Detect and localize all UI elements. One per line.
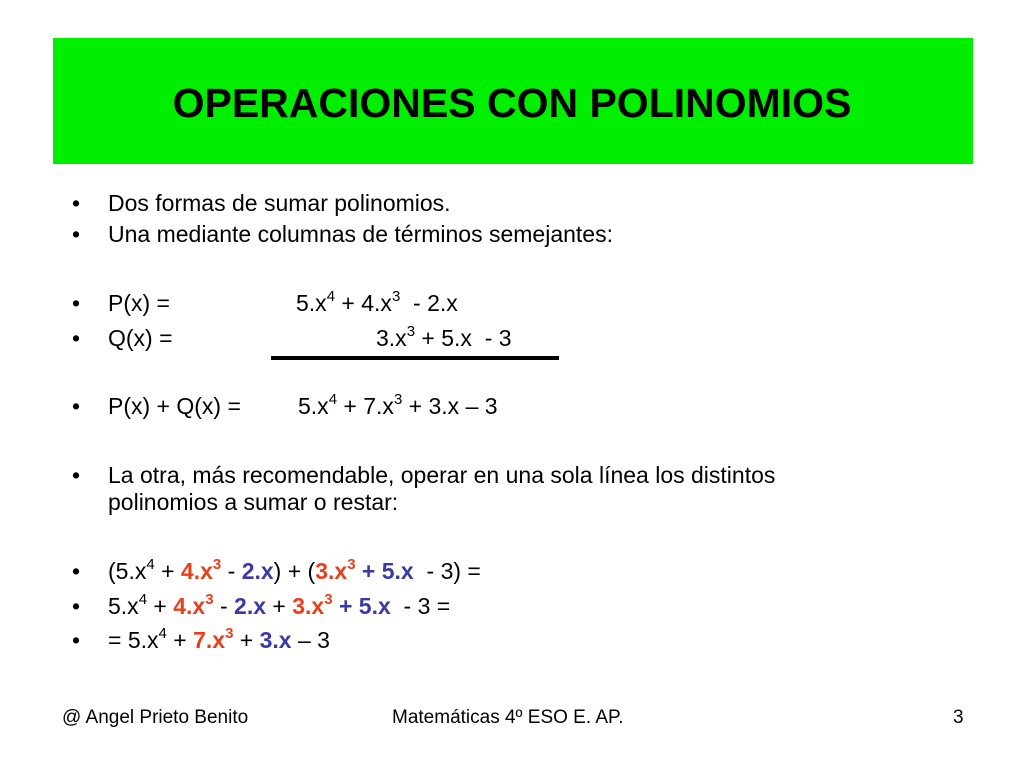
line-text: Una mediante columnas de términos semejantes:	[108, 221, 613, 247]
equation-3: = $5.x^4 + 7.x^3 + 3.x - 3$	[108, 625, 330, 653]
line-text: Dos formas de sumar polinomios.	[108, 190, 451, 216]
bullet-icon: •	[72, 593, 81, 619]
slide-title: OPERACIONES CON POLINOMIOS	[172, 80, 852, 126]
bullet-icon: •	[72, 190, 81, 216]
sum-rule-line	[271, 356, 559, 360]
sum-label: P(x) + Q(x) =	[108, 393, 241, 419]
p-expression: $5.x^4 + 4.x^3 - 2.x$	[296, 288, 458, 316]
bullet-icon: •	[72, 627, 81, 653]
footer-author: @ Angel Prieto Benito	[62, 707, 249, 728]
p-label: P(x) =	[108, 290, 170, 316]
line-text: polinomios a sumar o restar:	[108, 489, 399, 515]
footer-page-number: 3	[953, 707, 964, 728]
q-label: Q(x) =	[108, 325, 173, 351]
bullet-icon: •	[72, 462, 81, 488]
footer-course: Matemáticas 4º ESO E. AP.	[392, 707, 624, 728]
bullet-icon: •	[72, 221, 81, 247]
bullet-icon: •	[72, 558, 81, 584]
equation-1: $(5.x^4 + 4.x^3 - 2.x) + (3.x^3 + 5.x - 3)$ =	[108, 556, 481, 584]
sum-expression: $5.x^4 + 7.x^3 + 3.x - 3$	[298, 391, 498, 419]
bullet-icon: •	[72, 290, 81, 316]
equation-2: $5.x^4 + 4.x^3 - 2.x + 3.x^3 + 5.x - 3$ =	[108, 591, 451, 619]
bullet-icon: •	[72, 325, 81, 351]
q-expression: $3.x^3 + 5.x - 3$	[376, 323, 512, 351]
bullet-icon: •	[72, 393, 81, 419]
line-text: La otra, más recomendable, operar en una sola línea los distintos	[108, 462, 776, 488]
